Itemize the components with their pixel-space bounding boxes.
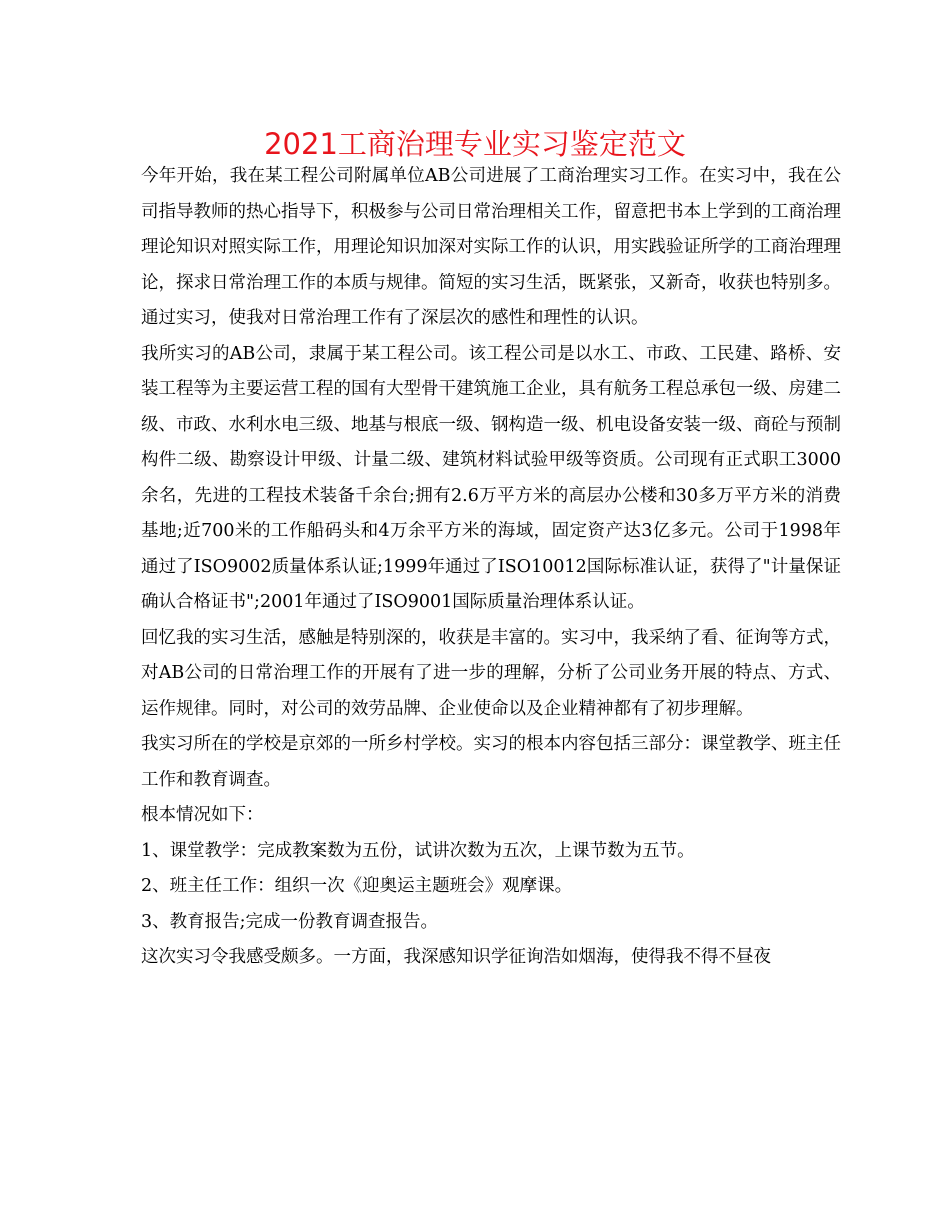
list-item-class-teacher: 2、班主任工作：组织一次《迎奥运主题班会》观摩课。: [141, 876, 573, 896]
paragraph-summary-heading: 根本情况如下：: [141, 805, 264, 825]
list-item-report: 3、教育报告;完成一份教育调查报告。: [141, 911, 439, 932]
document-body: [141, 159, 841, 976]
paragraph-intro: 今年开始，我在某工程公司附属单位AB公司进展了工商治理实习工作。在实习中，我在公司指导教师的热心指导下，积极参与公司日常治理相关工作，留意把书本上学到的工商治理理论知识对照实际工作，用理论知识加深对实际工作的认识，用实践验证所学的工商治理理论，探求日常治理工作的本质与规律。简短的实习生活，既紧张，又新奇，收获也特别多。通过实习，使我对日常治理工作有了深层次的感性和理性的认识。: [141, 166, 841, 328]
paragraph-conclusion: 这次实习令我感受颇多。一方面，我深感知识学征询浩如烟海，使得我不得不昼夜: [141, 947, 771, 967]
paragraph-school: 我实习所在的学校是京郊的一所乡村学校。实习的根本内容包括三部分：课堂教学、班主任工作和教育调查。: [141, 734, 841, 790]
paragraph-reflection: 回忆我的实习生活，感触是特别深的，收获是丰富的。实习中，我采纳了看、征询等方式，对AB公司的日常治理工作的开展有了进一步的理解，分析了公司业务开展的特点、方式、运作规律。同时，对公司的效劳品牌、企业使命以及企业精神都有了初步理解。: [141, 627, 841, 719]
list-item-teaching: 1、课堂教学：完成教案数为五份，试讲次数为五次，上课节数为五节。: [141, 840, 695, 861]
paragraph-company: 我所实习的AB公司，隶属于某工程公司。该工程公司是以水工、市政、工民建、路桥、安装工程等为主要运营工程的国有大型骨干建筑施工企业，具有航务工程总承包一级、房建二级、市政、水利水电三级、地基与根底一级、钢构造一级、机电设备安装一级、商砼与预制构件二级、勘察设计甲级、计量二级、建筑材料试验甲级等资质。公司现有正式职工3000余名，先进的工程技术装备千余台;拥有2.6万平方米的高层办公楼和30多万平方米的消费基地;近700米的工作船码头和4万余平方米的海域，固定资产达3亿多元。公司于1998年通过了ISO9002质量体系认证;1999年通过了ISO10012国际标准认证，获得了"计量保证确认合格证书";2001年通过了ISO9001国际质量治理体系认证。: [141, 343, 841, 612]
document-title: 2021工商治理专业实习鉴定范文: [264, 127, 686, 161]
